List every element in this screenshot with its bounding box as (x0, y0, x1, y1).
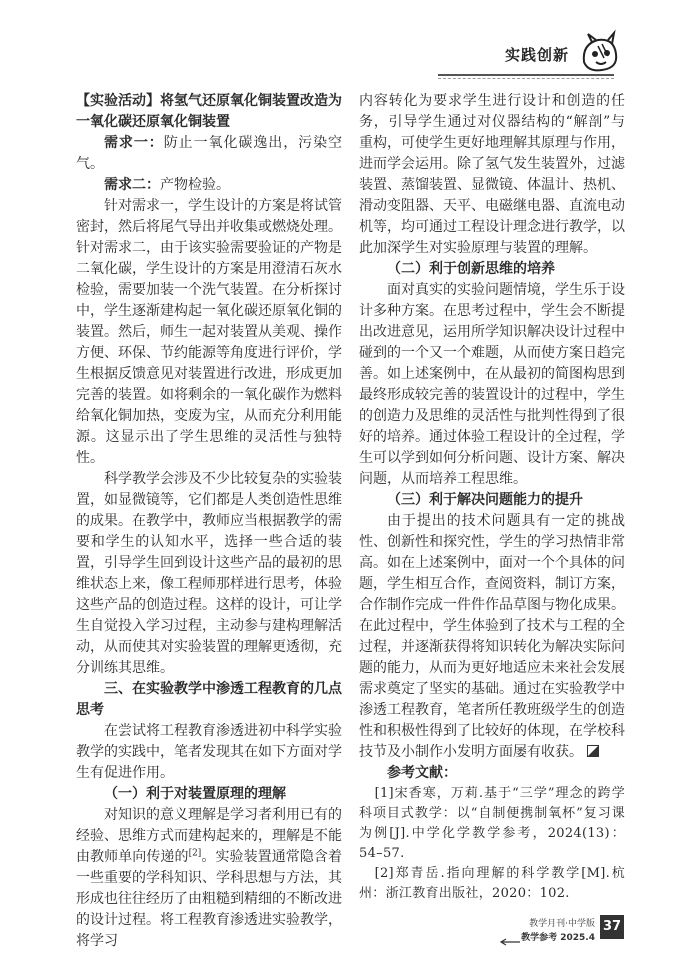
right-column (359, 91, 625, 901)
reference-item: [1]宋香寒，万莉.基于“三学”理念的跨学科项目式教学：以“自制便携制氧杯”复习课为例[J].中学化学教学参考，2024(13)：54–57. (359, 786, 625, 861)
header-rule-dashed (438, 78, 614, 79)
paragraph-problem-solving-text: 由于提出的技术问题具有一定的挑战性、创新性和探究性，学生的学习热情非常高。如在上述案例中，面对一个个具体的问题，学生相互合作，查阅资料，制订方案，合作制作完成一件件作品草图与物化成果。在此过程中，学生体验到了技术与工程的全过程，并逐渐获得将知识转化为解决实际问题的能力，从而为更好地适应未来社会发展需求奠定了坚实的基础。通过在实验教学中渗透工程教育，笔者所任教班级学生的创造性和积极性得到了比较好的体现，在学校科技节及小制作小发明方面屡有收获。 (359, 513, 625, 760)
paragraph-continuation: 内容转化为要求学生进行设计和创造的任务，引导学生通过对仪器结构的“解剖”与重构，可使学生更好地理解其原理与作用，进而学会运用。除了氢气发生装置外，过滤装置、蒸馏装置、显微镜、体温计、热机、滑动变阻器、天平、电磁继电器、直流电动机等，均可通过工程设计理念进行教学，以此加深学生对实验原理与装置的理解。 (359, 93, 625, 256)
requirement-two (76, 175, 342, 196)
mascot-doodle-icon (578, 32, 622, 76)
end-of-article-icon (587, 745, 599, 757)
footer-journal-name: 教学月刊·中学版 (529, 919, 595, 929)
requirement-one (76, 133, 342, 175)
requirement-one-text: 防止一氧化碳逸出，污染空气。 (76, 135, 343, 172)
requirement-two-label: 需求二： (104, 177, 160, 193)
paragraph-section-intro: 在尝试将工程教育渗透进初中科学实验教学的实践中，笔者发现其在如下方面对学生有促进作用。 (76, 723, 342, 781)
citation-marker: [2] (188, 848, 202, 859)
section-header-label: 实践创新 (505, 46, 570, 64)
activity-title: 【实验活动】将氢气还原氧化铜装置改造为一氧化碳还原氧化铜装置 (76, 93, 342, 130)
reference-item: [2]郑青岳.指向理解的科学教学[M].杭州：浙江教育出版社，2020：102. (359, 866, 625, 901)
arrow-left-icon (498, 938, 520, 946)
paragraph-understanding (76, 805, 342, 952)
references-title: 参考文献： (387, 765, 457, 781)
requirement-two-text: 产物检验。 (160, 177, 230, 193)
paragraph-creative-thinking: 面对真实的实验问题情境，学生乐于设计多种方案。在思考过程中，学生会不断提出改进意见，运用所学知识解决设计过程中碰到的一个又一个难题，从而使方案日趋完善。如上述案例中，在从最初的简图构思到最终形成较完善的装置设计的过程中，学生的创造力及思维的灵活性与批判性得到了很好的培养。通过体验工程设计的全过程，学生可以学到如何分析问题、设计方案、解决问题，从而培养工程思维。 (359, 282, 625, 487)
paragraph-understanding-a: 对知识的意义理解是学习者利用已有的经验、思维方式而建构起来的，理解是不能由教师单向传递的 (76, 807, 342, 865)
footer-issue: 教学参考 2025.4 (521, 933, 595, 943)
paragraph-design-solutions: 针对需求一，学生设计的方案是将试管密封，然后将尾气导出并收集或燃烧处理。针对需求二，由于该实验需要验证的产物是二氧化碳，学生设计的方案是用澄清石灰水检验，需要加装一个洗气装置。在分析探讨中，学生逐渐建构起一氧化碳还原氧化铜的装置。然后，师生一起对装置从美观、操作方便、环保、节约能源等角度进行评价，学生根据反馈意见对装置进行改进，形成更加完善的装置。如将剩余的一氧化碳作为燃料给氧化铜加热，变废为宝，从而充分利用能源。这显示出了学生思维的灵活性与独特性。 (76, 198, 342, 466)
subheading-principle-understanding: （一）利于对装置原理的理解 (104, 786, 286, 802)
left-column (76, 91, 343, 949)
section-three-heading: 三、在实验教学中渗透工程教育的几点思考 (76, 681, 342, 718)
subheading-creative-thinking: （二）利于创新思维的培养 (387, 261, 555, 277)
paragraph-problem-solving (359, 511, 625, 763)
requirement-one-label: 需求一： (104, 135, 164, 151)
paragraph-complex-apparatus: 科学教学会涉及不少比较复杂的实验装置，如显微镜等，它们都是人类创造性思维的成果。在教学中，教师应当根据教学的需要和学生的认知水平，选择一些合适的装置，引导学生回到设计这些产品的最初的思维状态上来，像工程师那样进行思考，体验这些产品的创造过程。这样的设计，可让学生自觉投入学习过程，主动参与建构理解活动，从而使其对实验装置的理解更透彻，充分训练其思维。 (76, 471, 342, 676)
page-number: 37 (600, 915, 624, 939)
subheading-problem-solving: （三）利于解决问题能力的提升 (387, 492, 583, 508)
paragraph-understanding-b: 。实验装置通常隐含着一些重要的学科知识、学科思想与方法，其形成也往往经历了由粗糙到精细的不断改进的设计过程。将工程教育渗透进实验教学，将学习 (76, 849, 343, 949)
